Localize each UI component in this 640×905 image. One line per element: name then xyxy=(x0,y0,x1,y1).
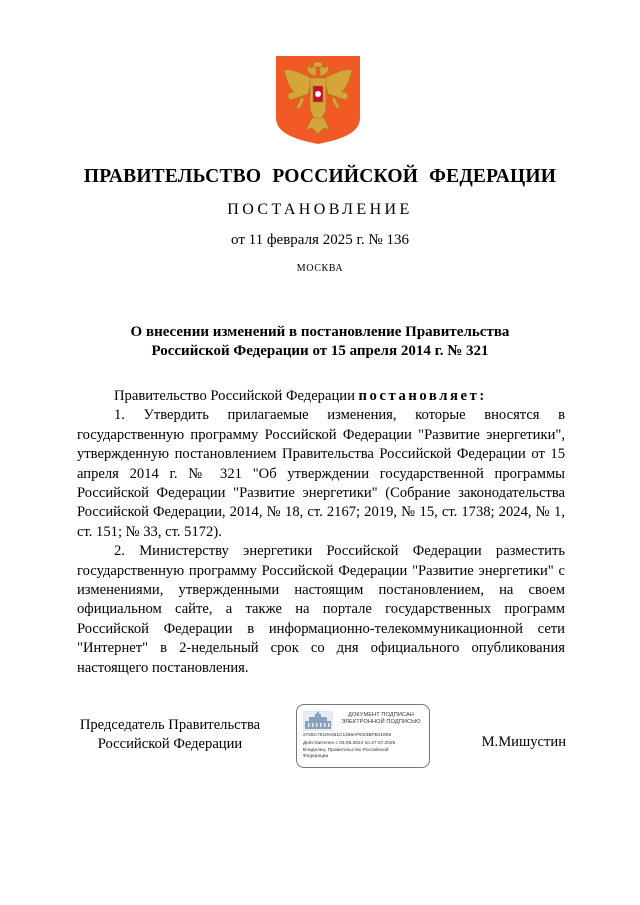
coat-of-arms-emblem xyxy=(276,56,360,144)
document-type: ПОСТАНОВЛЕНИЕ xyxy=(227,201,413,218)
document-date-number: от 11 февраля 2025 г. № 136 xyxy=(231,232,409,248)
signatory-position xyxy=(70,716,270,754)
government-title: ПРАВИТЕЛЬСТВО РОССИЙСКОЙ ФЕДЕРАЦИИ xyxy=(83,166,557,187)
position-line-2: Российской Федерации xyxy=(97,736,243,752)
document-subject xyxy=(80,323,560,361)
intro-text: Правительство Российской Федерации xyxy=(114,388,359,404)
stamp-title-line-1: ДОКУМЕНТ ПОДПИСАН xyxy=(348,712,414,718)
decree-word: постановляет: xyxy=(358,388,487,404)
stamp-owner: Владелец: Правительство Российской Федерации xyxy=(303,748,389,759)
double-headed-eagle-icon xyxy=(276,56,360,144)
stamp-validity: Действителен с 03.05.2024 по 27.07.2025 xyxy=(303,741,396,746)
stamp-certificate: 2726C7910A061C1458AFEE3BFB41009 xyxy=(303,733,392,738)
position-line-1: Председатель Правительства xyxy=(79,717,261,733)
government-building-icon xyxy=(303,711,333,731)
stamp-title xyxy=(335,712,427,726)
document-body xyxy=(77,387,565,678)
decree-item-2: 2. Министерству энергетики Российской Федерации разместить государственную программу Российской Федерации "Развитие энергетики" с изменениями, утвержденными настоящим постановлением, на своем официальном сайте, а также на портале государственных программ Российской Федерации в информационно-телекоммуникационной сети "Интернет" в 2-недельный срок со дня официального опубликования настоящего постановления. xyxy=(77,543,565,676)
document-city: МОСКВА xyxy=(296,263,344,274)
subject-line-1: О внесении изменений в постановление Правительства xyxy=(130,324,510,340)
decree-intro xyxy=(77,387,565,406)
stamp-title-line-2: ЭЛЕКТРОННОЙ ПОДПИСЬЮ xyxy=(341,719,421,725)
subject-line-2: Российской Федерации от 15 апреля 2014 г. № 321 xyxy=(151,343,489,359)
decree-item-1: 1. Утвердить прилагаемые изменения, которые вносятся в государственную программу Российской Федерации "Развитие энергетики", утвержденную постановлением Правительства Российской Федерации от 15 апреля 2014 г. № 321 "Об утверждении государственной программы Российской Федерации "Развитие энергетики" (Собрание законодательства Российской Федерации, 2014, № 18, ст. 2167; 2019, № 15, ст. 1738; 2024, № 1, ст. 151; № 33, ст. 5172). xyxy=(77,407,565,540)
signatory-name: М.Мишустин xyxy=(481,734,566,750)
electronic-signature-stamp xyxy=(296,704,430,768)
